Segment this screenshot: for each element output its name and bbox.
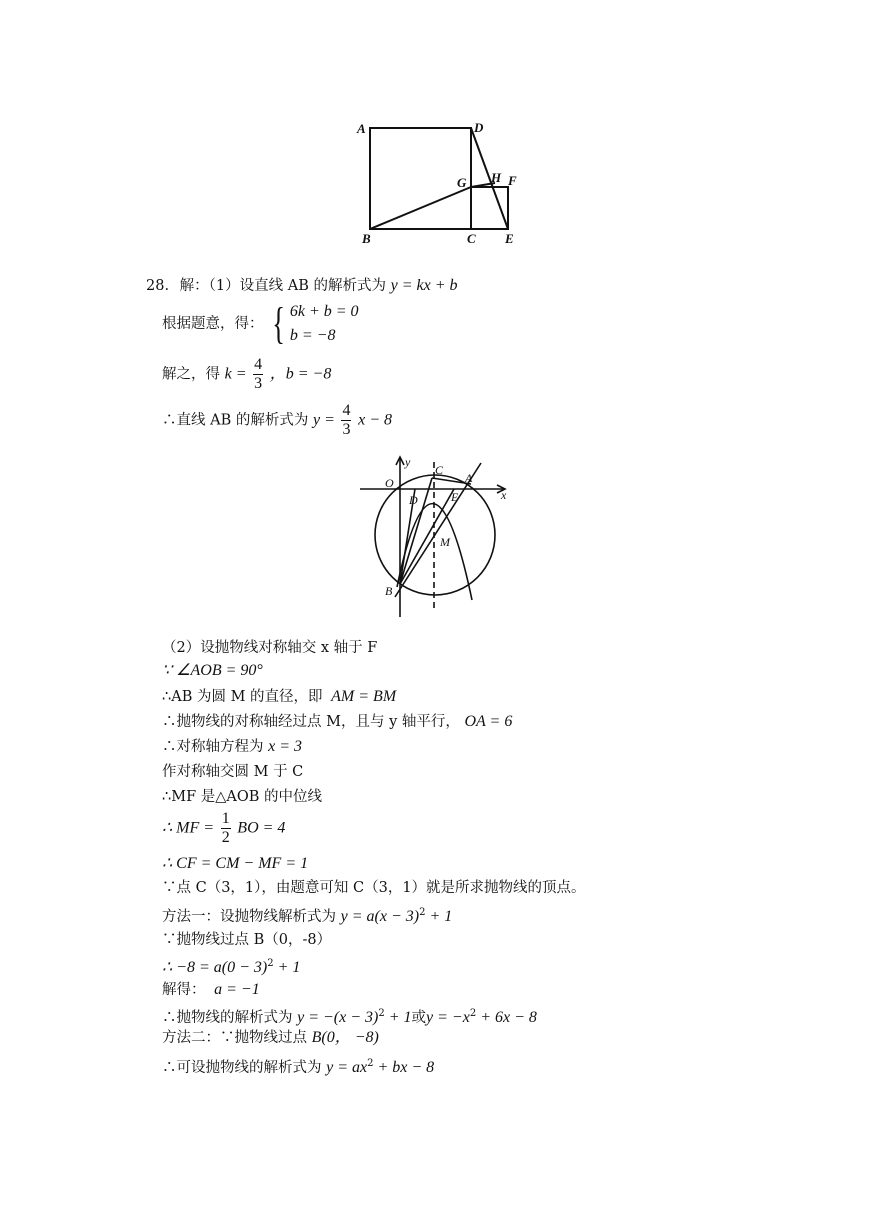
mf-denominator: 2 bbox=[221, 829, 230, 846]
label-b2: B bbox=[385, 584, 393, 598]
label-o: O bbox=[385, 476, 394, 490]
segment-de bbox=[471, 128, 508, 229]
axis-through-m-line bbox=[162, 712, 512, 732]
method1-substitute-line bbox=[162, 954, 300, 978]
label-m: M bbox=[440, 535, 450, 549]
axis-equation-line bbox=[162, 737, 302, 757]
result-b: y = −x bbox=[426, 1008, 470, 1026]
b-value: ，b = −8 bbox=[269, 365, 332, 383]
construct-line: 作对称轴交圆 M 于 C bbox=[162, 764, 304, 780]
square-abcd bbox=[370, 128, 471, 229]
mf-line bbox=[162, 810, 285, 847]
method2-set-tail: + bx − 8 bbox=[373, 1058, 435, 1076]
method2-text: 方法二：∵抛物线过点 bbox=[162, 1030, 307, 1046]
solution-heading bbox=[146, 276, 458, 296]
cf-line: ∴ CF = CM − MF = 1 bbox=[162, 855, 309, 872]
solve-k-line bbox=[162, 356, 331, 393]
method2-math: B(0， −8) bbox=[311, 1029, 379, 1046]
line-fraction bbox=[341, 402, 351, 439]
method1-tail: + 1 bbox=[425, 907, 453, 925]
diameter-line bbox=[162, 687, 396, 707]
diameter-math: AM = BM bbox=[331, 688, 397, 705]
equation-1: 6k + b = 0 bbox=[289, 303, 359, 320]
method2-set-math: y = ax bbox=[326, 1058, 368, 1076]
method1-solve-line bbox=[162, 980, 260, 1000]
k-fraction bbox=[253, 356, 263, 393]
line-ab-result bbox=[162, 402, 392, 439]
vertex-line: ∵点 C（3，1），由题意可知 C（3，1）就是所求抛物线的顶点。 bbox=[162, 880, 586, 896]
label-b: B bbox=[362, 231, 371, 246]
heading-math: y = kx + b bbox=[390, 277, 458, 294]
figure-circle-parabola bbox=[355, 452, 525, 622]
result-a: y = −(x − 3) bbox=[297, 1008, 379, 1026]
solve-a-text: 解得： bbox=[162, 982, 206, 998]
label-h: H bbox=[491, 170, 502, 185]
method1-math: y = a(x − 3) bbox=[340, 907, 420, 925]
axis-text: ∴抛物线的对称轴经过点 M，且与 y 轴平行， bbox=[162, 714, 460, 730]
label-f: F bbox=[508, 173, 517, 188]
equation-2: b = −8 bbox=[289, 327, 336, 344]
midline-line: ∴MF 是△AOB 的中位线 bbox=[162, 789, 323, 805]
result-text: ∴抛物线的解析式为 bbox=[162, 1009, 293, 1026]
line-lhs: y = bbox=[312, 411, 335, 429]
segment-bg bbox=[370, 187, 471, 229]
line-rhs: x − 8 bbox=[358, 411, 392, 429]
part2-intro: （2）设抛物线对称轴交 x 轴于 F bbox=[162, 640, 378, 656]
result-or: 或 bbox=[411, 1009, 427, 1026]
circle-diagram bbox=[355, 452, 525, 622]
label-a2: A bbox=[465, 471, 473, 485]
result-b-sup: 2 bbox=[469, 1008, 477, 1019]
mf-rhs: BO = 4 bbox=[237, 819, 286, 837]
square-diagram bbox=[350, 115, 530, 250]
equation-system bbox=[290, 300, 359, 348]
substitute-lhs: ∴ −8 = a(0 − 3) bbox=[162, 958, 268, 976]
result-a-sup: 2 bbox=[378, 1008, 385, 1019]
method2-set-text: ∴可设抛物线的解析式为 bbox=[162, 1059, 322, 1076]
method1-line bbox=[162, 903, 452, 927]
diameter-text: ∴AB 为圆 M 的直径，即 bbox=[162, 689, 323, 705]
method1-pass-line: ∵抛物线过点 B（0，-8） bbox=[162, 932, 332, 948]
substitute-sup: 2 bbox=[267, 958, 274, 969]
label-d2: D bbox=[409, 493, 418, 507]
method2-line bbox=[162, 1028, 379, 1048]
heading-text: 解：（1）设直线 AB 的解析式为 bbox=[179, 278, 386, 294]
label-e: E bbox=[505, 231, 514, 246]
method1-result-line bbox=[162, 1004, 537, 1028]
rect-cefg bbox=[471, 187, 508, 229]
method2-set-sup: 2 bbox=[367, 1058, 374, 1069]
result-a-tail: + 1 bbox=[384, 1008, 412, 1026]
solve-a-math: a = −1 bbox=[214, 981, 260, 998]
k-numerator: 4 bbox=[254, 356, 263, 373]
method1-text: 方法一：设抛物线解析式为 bbox=[162, 908, 336, 925]
method1-sup: 2 bbox=[419, 907, 426, 918]
label-x: x bbox=[501, 488, 507, 502]
axis-eq-text: ∴对称轴方程为 bbox=[162, 739, 264, 755]
mf-fraction bbox=[221, 810, 231, 847]
angle-aob-line: ∵ ∠AOB = 90° bbox=[162, 662, 263, 679]
label-y: y bbox=[405, 455, 411, 469]
brace-icon: { bbox=[272, 299, 286, 348]
result-b-tail: + 6x − 8 bbox=[476, 1008, 537, 1026]
solve-label: 解之，得 bbox=[162, 366, 220, 383]
label-c2: C bbox=[435, 463, 444, 477]
figure-square-geometry bbox=[350, 115, 530, 250]
k-lhs: k = bbox=[224, 365, 247, 383]
label-c: C bbox=[467, 231, 476, 246]
mf-lhs: ∴ MF = bbox=[162, 819, 215, 837]
axis-math: OA = 6 bbox=[464, 713, 513, 730]
condition-label: 根据题意，得： bbox=[162, 316, 264, 332]
label-a: A bbox=[357, 121, 366, 136]
axis-eq-math: x = 3 bbox=[268, 738, 303, 755]
line-numerator: 4 bbox=[342, 402, 351, 419]
method2-set-line bbox=[162, 1054, 434, 1078]
problem-number: 28. bbox=[146, 278, 170, 294]
line-denominator: 3 bbox=[342, 421, 351, 438]
condition-system bbox=[162, 300, 359, 348]
label-g: G bbox=[457, 175, 467, 190]
k-denominator: 3 bbox=[254, 375, 263, 392]
label-e2: E bbox=[451, 490, 459, 504]
line-label: ∴直线 AB 的解析式为 bbox=[162, 412, 309, 429]
substitute-tail: + 1 bbox=[273, 958, 301, 976]
label-d: D bbox=[474, 120, 484, 135]
mf-numerator: 1 bbox=[221, 810, 230, 827]
